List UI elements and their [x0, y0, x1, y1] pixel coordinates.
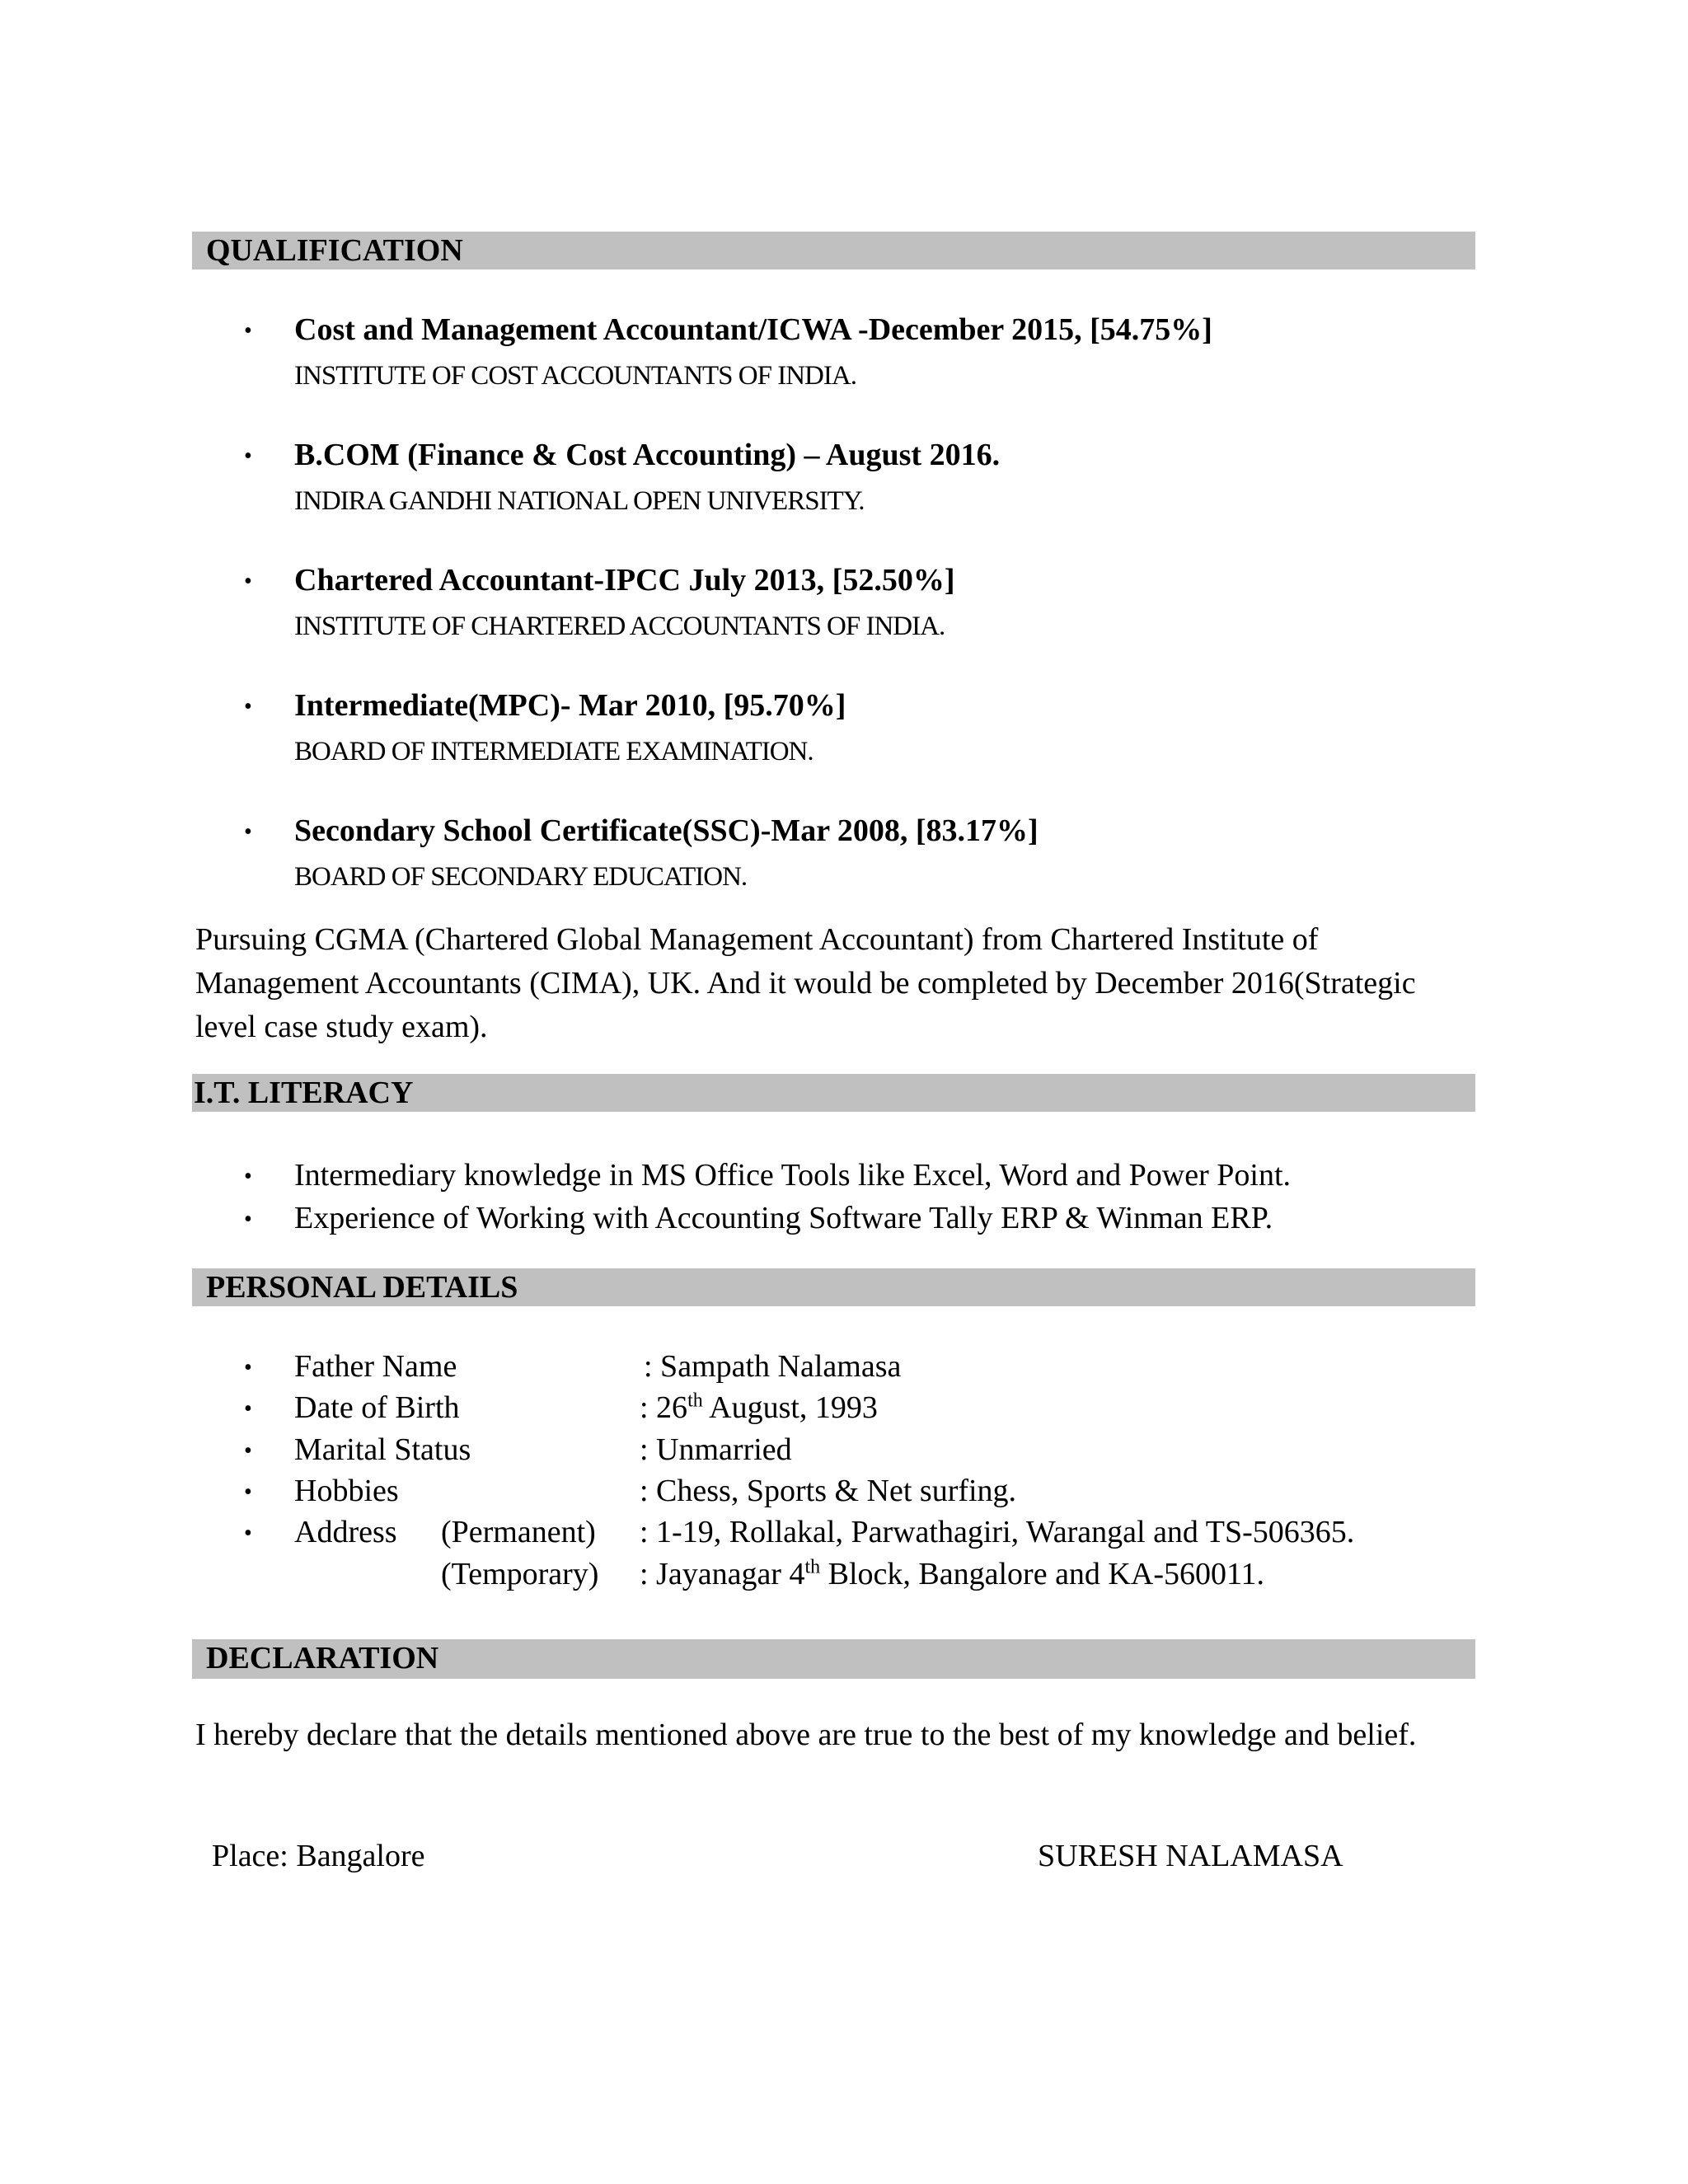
declaration-text: I hereby declare that the details mentioned above are true to the best of my knowledge and belief. [195, 1718, 1417, 1752]
it-skill-item: Experience of Working with Accounting Software Tally ERP & Winman ERP. [294, 1201, 1273, 1235]
qualification-title: Chartered Accountant-IPCC July 2013, [52.50%] [294, 563, 955, 598]
it-literacy-heading: I.T. LITERACY [194, 1076, 414, 1110]
bullet-icon: • [244, 1355, 252, 1380]
marital-status-label: Marital Status [294, 1432, 471, 1467]
bullet-icon: • [244, 1521, 252, 1546]
bullet-icon: • [244, 318, 252, 344]
qualification-institution: INDIRA GANDHI NATIONAL OPEN UNIVERSITY. [294, 486, 865, 516]
permanent-address-value: : 1-19, Rollakal, Parwathagiri, Warangal and TS-506365. [640, 1515, 1355, 1549]
qualification-title: Secondary School Certificate(SSC)-Mar 2008, [83.17%] [294, 813, 1039, 848]
bullet-icon: • [244, 569, 252, 594]
bullet-icon: • [244, 1438, 252, 1464]
place-label: Place: Bangalore [212, 1839, 425, 1873]
personal-details-heading: PERSONAL DETAILS [206, 1270, 518, 1305]
father-name-label: Father Name [294, 1349, 457, 1384]
temporary-address-label: (Temporary) [441, 1557, 599, 1591]
bullet-icon: • [244, 1479, 252, 1505]
dob-label: Date of Birth [294, 1390, 460, 1425]
it-skill-item: Intermediary knowledge in MS Office Tools like Excel, Word and Power Point. [294, 1158, 1292, 1193]
it-literacy-heading-bar [192, 1074, 1475, 1112]
address-label: Address [294, 1515, 397, 1549]
bullet-icon: • [244, 819, 252, 845]
hobbies-value: : Chess, Sports & Net surfing. [640, 1474, 1017, 1508]
bullet-icon: • [244, 1396, 252, 1422]
pursuing-note: Pursuing CGMA (Chartered Global Management Accountant) from Chartered Institute of Management Accountants (CIMA), UK. And it would be completed by December 2016(Strategic level case study exam). [195, 922, 1416, 1044]
dob-value: : 26th August, 1993 [640, 1390, 878, 1425]
qualification-title: Cost and Management Accountant/ICWA -December 2015, [54.75%] [294, 312, 1212, 347]
signature-name: SURESH NALAMASA [1038, 1839, 1343, 1873]
bullet-icon: • [244, 443, 252, 469]
hobbies-label: Hobbies [294, 1474, 399, 1508]
bullet-icon: • [244, 694, 252, 719]
permanent-address-label: (Permanent) [441, 1515, 596, 1549]
qualification-heading: QUALIFICATION [206, 233, 463, 268]
temporary-address-value: : Jayanagar 4th Block, Bangalore and KA-560011. [640, 1556, 1265, 1591]
qualification-title: B.COM (Finance & Cost Accounting) – August 2016. [294, 438, 1001, 472]
qualification-institution: INSTITUTE OF CHARTERED ACCOUNTANTS OF INDIA. [294, 612, 945, 641]
qualification-institution: BOARD OF INTERMEDIATE EXAMINATION. [294, 737, 814, 766]
marital-status-value: : Unmarried [640, 1432, 792, 1467]
qualification-institution: BOARD OF SECONDARY EDUCATION. [294, 862, 748, 892]
bullet-icon: • [244, 1207, 252, 1232]
qualification-title: Intermediate(MPC)- Mar 2010, [95.70%] [294, 688, 846, 723]
declaration-heading-bar [192, 1639, 1475, 1679]
father-name-value: : Sampath Nalamasa [644, 1349, 902, 1384]
declaration-heading: DECLARATION [206, 1641, 439, 1675]
qualification-heading-bar [192, 232, 1475, 269]
bullet-icon: • [244, 1164, 252, 1189]
personal-details-heading-bar [192, 1268, 1475, 1306]
qualification-institution: INSTITUTE OF COST ACCOUNTANTS OF INDIA. [294, 361, 856, 391]
